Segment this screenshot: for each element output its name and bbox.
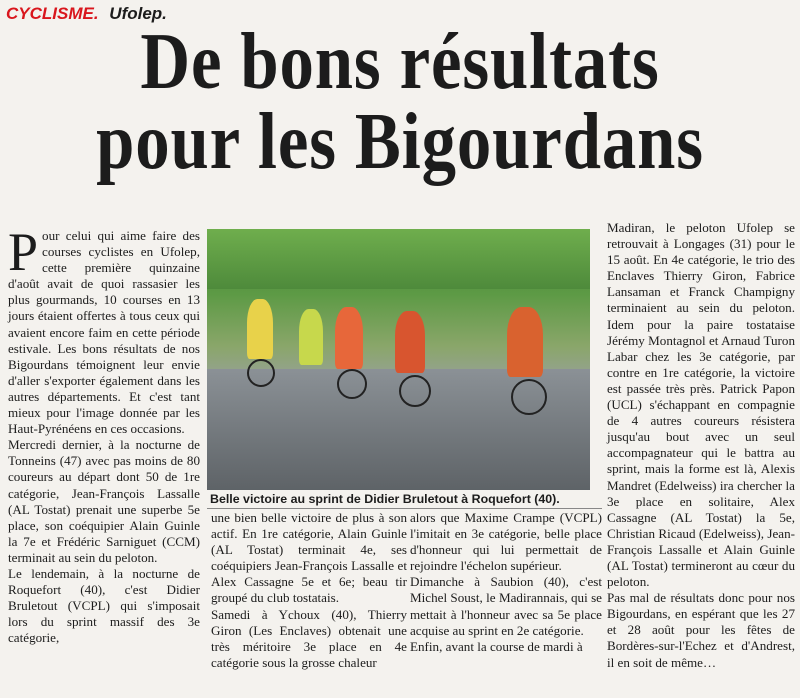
bike-wheel [511,379,547,415]
paragraph: Enfin, avant la course de mardi à [410,638,583,654]
rider-figure [247,299,273,359]
rubric-label: CYCLISME. [6,4,99,23]
paragraph: Dimanche à Saubion (40), c'est Michel Soust, le Madirannais, qui se mettait à l'honneur avec sa 5e place acquise au sprint en 2e catégorie. [410,574,602,638]
bike-wheel [337,369,367,399]
article-column-3 [410,510,602,655]
paragraph: Mercredi dernier, à la nocturne de Tonneins (47) avec pas moins de 80 coureurs au départ dont 50 de 1re catégorie, Jean-François Lassalle (AL Tostat) prenait une superbe 5e place, son coéquipier Alain Guinle la 7e et Frédéric Sarniguet (CCM) terminait au sein du peloton. [8,437,200,565]
paragraph: Samedi à Ychoux (40), Thierry Giron (Les Enclaves) obtenait une très méritoire 3e place en 4e catégorie sous la grosse chaleur [211,606,407,670]
headline-line-1: De bons résultats [140,18,660,106]
paragraph: alors que Maxime Crampe (VCPL) l'imitait en 3e catégorie, belle place d'honneur qui lui permettait de rejoindre l'échelon supérieur. [410,510,602,574]
paragraph [8,222,200,437]
paragraph: Madiran, le peloton Ufolep se retrouvait à Longages (31) pour le 15 août. En 4e catégorie, le trio des Enclaves Thierry Giron, Fabrice Lansaman et Franck Champigny terminaient au sein du peloton. Idem pour la paire tostataise Jérémy Montagnol et Arnaud Turon Labar chez les 3e catégorie, par contre en 1re catégorie, la victoire est passée très près. Patrick Papon (UCL) s'échappant en compagnie de 4 autres coureurs résistera jusqu'au bout avec un seul accompagnateur qui le battra au sprint, mais la forme est là, Alexis Mandret (Edelweiss) ira chercher la 3e place en solitaire, Alex Cassagne (AL Tostat) la 5e, Christian Ricaud (Edelweiss), Jean-François Lassalle et Alain Guinle (AL Tostat) termineront au cœur du peloton. [607,220,795,590]
paragraph: Le lendemain, à la nocturne de Roquefort (40), c'est Didier Bruletout (VCPL) qui s'imposait lors du sprint massif des 3e catégorie, [8,565,200,646]
headline-line-2: pour les Bigourdans [96,98,704,186]
drop-cap: P [8,222,39,282]
rider-figure [507,307,543,377]
caption-divider [207,508,602,509]
article-column-4 [607,220,795,671]
article-column-2 [211,510,407,671]
paragraph-text: our celui qui aime faire des courses cyclistes en Ufolep, cette première quinzaine d'août avait de quoi rassasier les plus gourmands, 10 courses en 13 jours étaient offertes à tous ceux qui avaient encore faim en cette période estivale. Les bons résultats de nos Bigourdans témoignent leur envie d'aller s'exporter également dans les autres départements. Et c'est tant mieux pour l'image donnée par les Haut-Pyrénéens en ces occasions. [8,228,200,437]
headline [56,18,744,186]
bike-wheel [247,359,275,387]
photo-caption: Belle victoire au sprint de Didier Bruletout à Roquefort (40). [210,492,560,506]
article-column-1 [8,222,200,646]
paragraph: Pas mal de résultats donc pour nos Bigourdans, en espérant que les 27 et 28 août pour les fêtes de Bordères-sur-l'Echez et d'Andrest, il en soit de même… [607,590,795,670]
rider-figure [335,307,363,369]
cycling-race-photo [207,229,590,490]
rider-figure [299,309,323,365]
rider-figure [395,311,425,373]
subrubric-label: Ufolep. [109,4,167,23]
photo-trees [207,229,590,289]
bike-wheel [399,375,431,407]
paragraph: une bien belle victoire de plus à son actif. En 1re catégorie, Alain Guinle (AL Tostat) terminait 4e, ses coéquipiers Jean-François Lassalle et Alex Cassagne 5e et 6e; beau tir groupé du club tostatais. [211,510,407,606]
